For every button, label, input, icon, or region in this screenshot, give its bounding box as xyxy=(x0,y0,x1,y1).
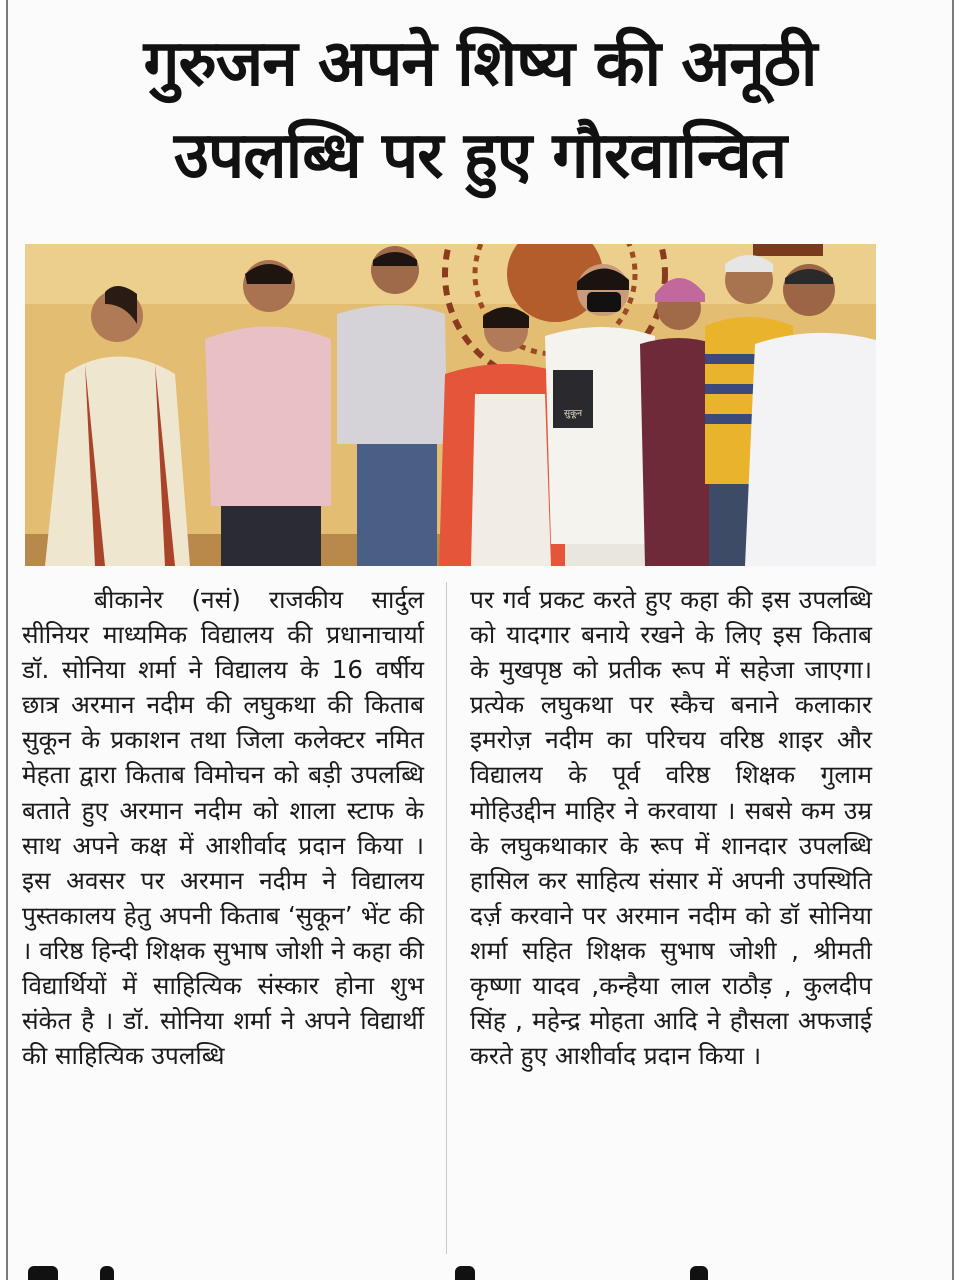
glyph-fragment xyxy=(690,1266,708,1280)
book-cover xyxy=(553,370,593,428)
next-headline-fragment xyxy=(0,1262,960,1280)
headline-line-1: गुरुजन अपने शिष्य की अनूठी xyxy=(143,27,817,101)
article-body-left: बीकानेर (नसं) राजकीय सार्दुल सीनियर माध्यमिक विद्यालय की प्रधानाचार्या डॉ. सोनिया शर्मा ने विद्यालय के 16 वर्षीय छात्र अरमान नदीम की लघुकथा की किताब सुकून के प्रकाशन तथा जिला कलेक्टर नमित मेहता द्वारा किताब विमोचन को बड़ी उपलब्धि बताते हुए अरमान नदीम को शाला स्टाफ के साथ अपने कक्ष में आशीर्वाद प्रदान किया । इस अवसर पर अरमान नदीम ने विद्यालय पुस्तकालय हेतु अपनी किताब ‘सुकून’ भेंट की । वरिष्ठ हिन्दी शिक्षक सुभाष जोशी ने कहा की विद्यार्थियों में साहित्यिक संस्कार होना शुभ संकेत है । डॉ. सोनिया शर्मा ने अपने विद्यार्थी की साहित्यिक उपलब्धि xyxy=(22,585,424,1071)
article-column-left xyxy=(22,582,424,1073)
column-divider xyxy=(446,582,447,1254)
group-photo-illustration xyxy=(25,244,876,566)
article-column-right xyxy=(470,582,872,1073)
svg-text:सुकून: सुकून xyxy=(564,409,582,419)
headline-line-2: उपलब्धि पर हुए गौरवान्वित xyxy=(173,119,787,193)
glyph-fragment xyxy=(28,1266,58,1280)
glyph-fragment xyxy=(455,1266,475,1280)
glyph-fragment xyxy=(100,1266,114,1280)
group-photo xyxy=(25,244,876,566)
headline xyxy=(0,18,960,202)
article-body-right: पर गर्व प्रकट करते हुए कहा की इस उपलब्धि को यादगार बनाये रखने के लिए इस किताब के मुखपृष्ठ को प्रतीक रूप में सहेजा जाएगा। प्रत्येक लघुकथा पर स्कैच बनाने कलाकार इमरोज़ नदीम का परिचय वरिष्ठ शाइर और विद्यालय के पूर्व वरिष्ठ शिक्षक गुलाम मोहिउद्दीन माहिर ने करवाया । सबसे कम उम्र के लघुकथाकार के रूप में शानदार उपलब्धि हासिल कर साहित्य संसार में अपनी उपस्थिति दर्ज़ करवाने पर अरमान नदीम को डॉ सोनिया शर्मा सहित शिक्षक सुभाष जोशी , श्रीमती कृष्णा यादव ,कन्हैया लाल राठौड़ , कुलदीप सिंह , महेन्द्र मोहता आदि ने हौसला अफजाई करते हुए आशीर्वाद प्रदान किया । xyxy=(470,585,872,1071)
